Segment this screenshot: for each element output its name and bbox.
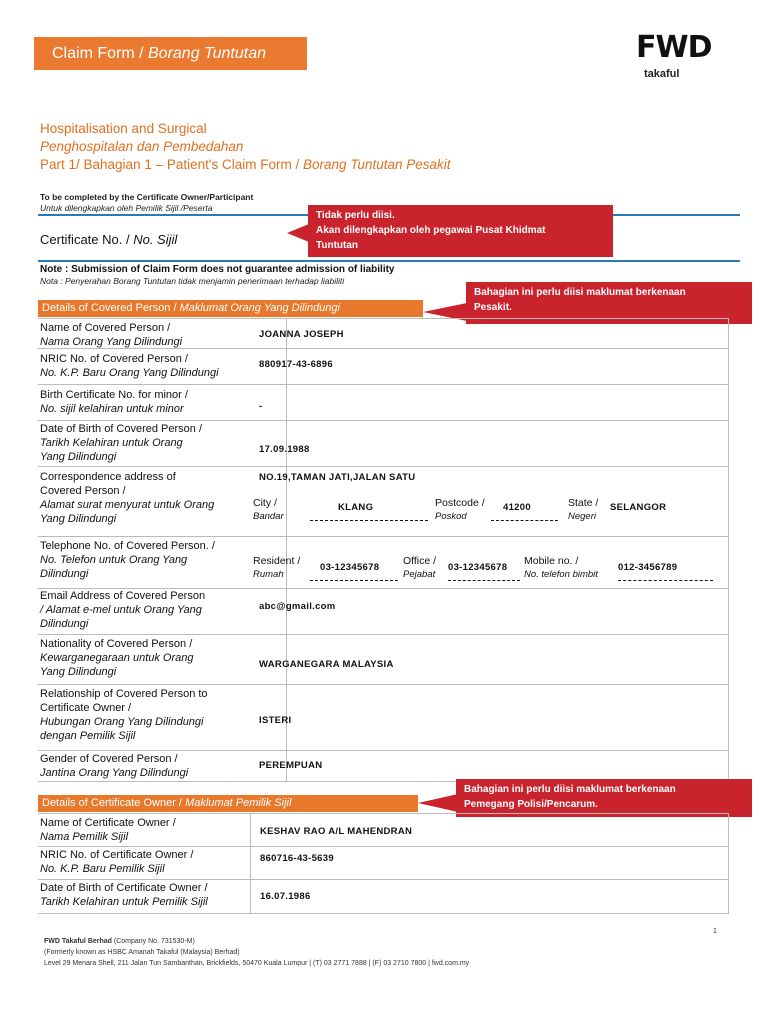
- callout-owner-section: Bahagian ini perlu diisi maklumat berkenaan Pemegang Polisi/Pencarum.: [456, 779, 752, 817]
- completed-by-en: To be completed by the Certificate Owner/Participant: [40, 192, 254, 202]
- table-row: Birth Certificate No. for minor / No. sijil kelahiran untuk minor -: [38, 384, 729, 420]
- heading-line2: Penghospitalan dan Pembedahan: [40, 139, 244, 154]
- state-value[interactable]: SELANGOR: [610, 502, 667, 513]
- heading-line3: Part 1/ Bahagian 1 – Patient's Claim Form / Borang Tuntutan Pesakit: [40, 157, 451, 172]
- owner-dob-value[interactable]: 16.07.1986: [260, 891, 311, 902]
- footer-company: FWD Takaful Berhad (Company No. 731530-M): [44, 938, 195, 945]
- mobile-label: Mobile no. / No. telefon bimbit: [524, 555, 598, 580]
- covered-relationship-value[interactable]: ISTERI: [259, 715, 292, 726]
- table-row: Relationship of Covered Person to Certificate Owner / Hubungan Orang Yang Dilindungi dengan Pemilik Sijil ISTERI: [38, 684, 729, 750]
- table-row: Name of Certificate Owner / Nama Pemilik Sijil KESHAV RAO A/L MAHENDRAN: [38, 813, 729, 846]
- callout-patient-section: Bahagian ini perlu diisi maklumat berkenaan Pesakit.: [466, 282, 752, 324]
- table-row: Name of Covered Person / Nama Orang Yang Dilindungi JOANNA JOSEPH: [38, 318, 729, 348]
- section-covered-person: Details of Covered Person / Maklumat Orang Yang Dilindungi: [38, 300, 423, 317]
- postcode-value[interactable]: 41200: [503, 502, 531, 513]
- title-en: Claim Form /: [52, 45, 148, 62]
- table-row: Correspondence address of Covered Person / Alamat surat menyurat untuk Orang Yang Dilindungi NO.19,TAMAN JATI,JALAN SATU City / Bandar KLANG Postcode / Poskod 41200 State / Negeri SELANGOR: [38, 466, 729, 536]
- table-row: Email Address of Covered Person / Alamat e-mel untuk Orang Yang Dilindungi abc@gmail.com: [38, 588, 729, 634]
- footer-formerly: (Formerly known as HSBC Amanah Takaful (Malaysia) Berhad): [44, 949, 240, 956]
- certificate-label: Certificate No. / No. Sijil: [40, 232, 178, 247]
- covered-address-value[interactable]: NO.19,TAMAN JATI,JALAN SATU: [259, 472, 416, 483]
- owner-name-value[interactable]: KESHAV RAO A/L MAHENDRAN: [260, 826, 413, 837]
- note-my: Nota : Penyerahan Borang Tuntutan tidak menjamin penerimaan terhadap liabiliti: [40, 276, 345, 286]
- table-row: Nationality of Covered Person / Kewarganegaraan untuk Orang Yang Dilindungi WARGANEGARA MALAYSIA: [38, 634, 729, 684]
- divider: [38, 260, 740, 262]
- covered-gender-value[interactable]: PEREMPUAN: [259, 760, 323, 771]
- resident-phone-value[interactable]: 03-12345678: [320, 562, 380, 573]
- covered-dob-value[interactable]: 17.09.1988: [259, 444, 310, 455]
- covered-email-value[interactable]: abc@gmail.com: [259, 601, 336, 612]
- owner-nric-value[interactable]: 860716-43-5639: [260, 853, 334, 864]
- table-row: Gender of Covered Person / Jantina Orang Yang Dilindungi PEREMPUAN: [38, 750, 729, 782]
- callout-arrow: [418, 794, 458, 812]
- page-number: 1: [713, 928, 717, 935]
- table-row: Telephone No. of Covered Person. / No. Telefon untuk Orang Yang Dilindungi Resident / Rumah 03-12345678 Office / Pejabat 03-12345678 Mobile no. / No. telefon bimbit 012-3456789: [38, 536, 729, 588]
- city-value[interactable]: KLANG: [338, 502, 374, 513]
- covered-name-value[interactable]: JOANNA JOSEPH: [259, 329, 344, 340]
- office-label: Office / Pejabat: [403, 555, 437, 580]
- callout-not-required: Tidak perlu diisi. Akan dilengkapkan oleh pegawai Pusat Khidmat Tuntutan: [308, 205, 613, 257]
- resident-label: Resident / Rumah: [253, 555, 301, 580]
- office-phone-value[interactable]: 03-12345678: [448, 562, 508, 573]
- completed-by-my: Untuk dilengkapkan oleh Pemilik Sijil /Peserta: [40, 203, 213, 213]
- mobile-phone-value[interactable]: 012-3456789: [618, 562, 678, 573]
- city-label: City / Bandar: [253, 497, 284, 522]
- table-row: Date of Birth of Covered Person / Tarikh Kelahiran untuk Orang Yang Dilindungi 17.09.1988: [38, 420, 729, 466]
- table-row: NRIC No. of Covered Person / No. K.P. Baru Orang Yang Dilindungi 880917-43-6896: [38, 348, 729, 384]
- title-my: Borang Tuntutan: [148, 45, 267, 62]
- logo-text: FWD: [636, 30, 712, 65]
- postcode-label: Postcode / Poskod: [435, 497, 485, 522]
- section-certificate-owner: Details of Certificate Owner / Maklumat Pemilik Sijil: [38, 795, 418, 812]
- form-title-banner: [34, 37, 307, 70]
- heading-line1: Hospitalisation and Surgical: [40, 121, 207, 136]
- logo-sub: takaful: [644, 68, 680, 80]
- note-en: Note : Submission of Claim Form does not guarantee admission of liability: [40, 264, 395, 275]
- covered-birth-cert-value[interactable]: -: [259, 401, 263, 412]
- state-label: State / Negeri: [568, 497, 599, 522]
- table-row: NRIC No. of Certificate Owner / No. K.P. Baru Pemilik Sijil 860716-43-5639: [38, 846, 729, 879]
- covered-nric-value[interactable]: 880917-43-6896: [259, 359, 333, 370]
- covered-nationality-value[interactable]: WARGANEGARA MALAYSIA: [259, 659, 394, 670]
- footer-address: Level 29 Menara Shell, 211 Jalan Tun Sambanthan, Brickfields, 50470 Kuala Lumpur | (T) 03 2771 7888 | (F) 03 2710 7800 | fwd.com.my: [44, 960, 470, 967]
- callout-arrow: [287, 224, 309, 242]
- table-row: Date of Birth of Certificate Owner / Tarikh Kelahiran untuk Pemilik Sijil 16.07.1986: [38, 879, 729, 914]
- fwd-logo: [636, 30, 736, 90]
